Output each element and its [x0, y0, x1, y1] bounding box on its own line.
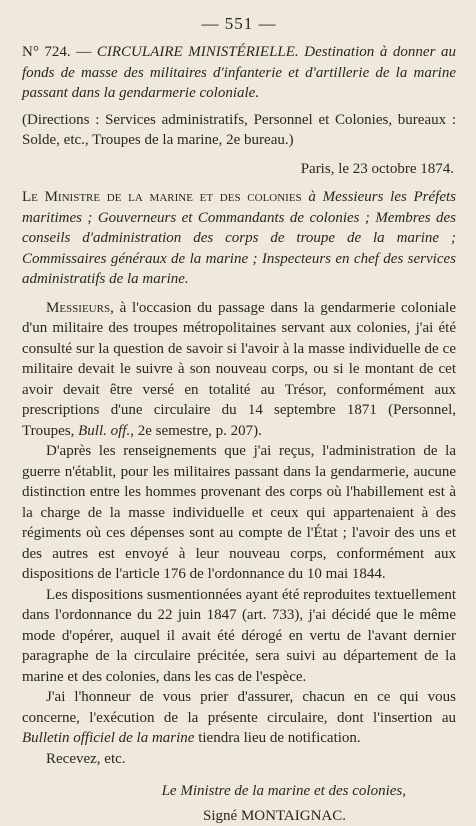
paragraph-2: D'après les renseignements que j'ai reçus, l'administration de la guerre n'établit, pour les militaires passant dans la gendarmerie, aucune distinction entre les hommes provenant des corps où l'habillement est à la charge de la masse individuelle et ceux qui appartenaient à des régiments où ces dépenses sont au compte de l'État ; l'avoir des uns et des autres est envoyé à leur nouveau corps, conformément aux dispositions de l'article 176 de l'ordonnance du 10 mai 1844. [22, 441, 456, 585]
paragraph-1 [22, 298, 456, 442]
paragraph-3: Les dispositions susmentionnées ayant été reproduites textuellement dans l'ordonnance du 22 juin 1847 (art. 733), j'ai décidé que le même mode d'opérer, auquel il avait été dérogé en vertu de l'avant dernier paragraphe de la circulaire précitée, sera suivi au département de la marine et des colonies, dans les cas de l'espèce. [22, 585, 456, 688]
page-number: — 551 — [22, 14, 456, 34]
address-from: Le Ministre de la marine et des colonies [22, 189, 302, 205]
address-to: à Messieurs les Préfets maritimes ; Gouverneurs et Commandants de colonies ; Membres des conseils d'administration des corps de troupe de la marine ; Commissaires généraux de la marine ; Inspecteurs en chef des services administratifs de la marine. [22, 189, 456, 287]
paragraph-1-ref: Bull. off. [78, 423, 130, 439]
address-block [22, 187, 456, 290]
title-dash: — [71, 44, 97, 60]
date-line: Paris, le 23 octobre 1874. [22, 159, 456, 180]
signature-name: Signé MONTAIGNAC. [22, 806, 456, 826]
paragraph-4-ref: Bulletin officiel de la marine [22, 730, 194, 746]
circular-title [22, 42, 456, 104]
paragraph-4 [22, 687, 456, 749]
circular-number: N° 724. [22, 44, 71, 60]
signature-title: Le Ministre de la marine et des colonies, [22, 781, 456, 802]
paragraph-1-end: , 2e semestre, p. 207). [130, 423, 262, 439]
paragraph-1-text: à l'occasion du passage dans la gendarmerie coloniale d'un militaire des troupes métropolitaines servant aux colonies, j'ai été consulté sur la question de savoir si l'avoir à la masse individuelle de ce militaire devait le suivre à son nouveau corps, ou si le montant de cet avoir devait être versé en totalité au Trésor, conformément aux prescriptions d'une circulaire du 14 septembre 1871 (Personnel, Troupes, [22, 300, 456, 439]
closing-line: Recevez, etc. [22, 749, 456, 770]
paragraph-4-text: J'ai l'honneur de vous prier d'assurer, chacun en ce qui vous concerne, l'exécution de la présente circulaire, dont l'insertion au [22, 689, 456, 726]
circular-subject: Destination à donner au fonds de masse des militaires d'infanterie et d'artillerie de la marine passant dans la gendarmerie coloniale. [22, 44, 456, 101]
directions-note: (Directions : Services administratifs, Personnel et Colonies, bureaux : Solde, etc., Troupes de la marine, 2e bureau.) [22, 110, 456, 151]
circular-heading: CIRCULAIRE MINISTÉRIELLE. [97, 44, 299, 60]
paragraph-4-end: tiendra lieu de notification. [194, 730, 360, 746]
salutation: Messieurs, [46, 300, 114, 316]
